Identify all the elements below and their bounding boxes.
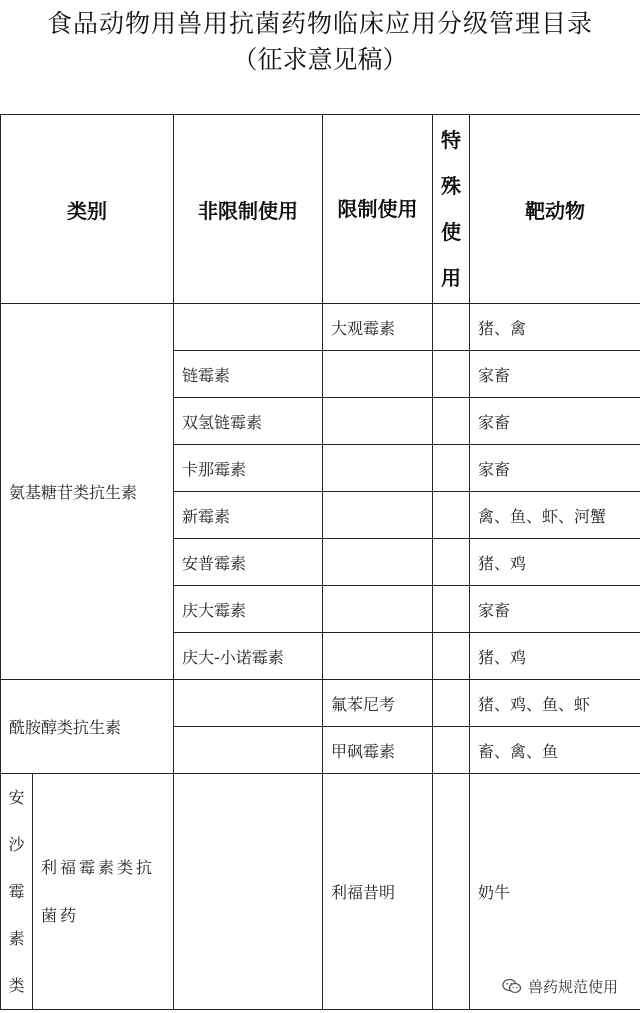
special-cell <box>433 680 470 727</box>
unrestricted-cell: 双氢链霉素 <box>174 398 323 445</box>
header-special-char: 用 <box>441 266 461 290</box>
special-cell <box>433 492 470 539</box>
target-cell: 家畜 <box>470 445 640 492</box>
header-target: 靶动物 <box>470 115 640 304</box>
restricted-cell: 利福昔明 <box>323 774 433 1010</box>
restricted-cell <box>323 492 433 539</box>
header-restricted-label: 限制使用 <box>337 197 418 221</box>
watermark <box>498 974 622 999</box>
unrestricted-cell: 链霉素 <box>174 351 323 398</box>
special-cell <box>433 304 470 351</box>
target-cell: 猪、鸡、鱼、虾 <box>470 680 640 727</box>
category-vertical-char: 素 <box>8 929 25 948</box>
target-cell: 猪、鸡 <box>470 539 640 586</box>
category-vertical-cell <box>1 774 33 1010</box>
header-special-char: 殊 <box>441 174 461 198</box>
target-cell: 奶牛 <box>470 774 640 1010</box>
category-vertical-char: 安 <box>8 788 25 807</box>
special-cell <box>433 398 470 445</box>
target-cell: 禽、鱼、虾、河蟹 <box>470 492 640 539</box>
target-cell: 畜、禽、鱼 <box>470 727 640 774</box>
target-cell: 家畜 <box>470 586 640 633</box>
special-cell <box>433 774 470 1010</box>
header-special <box>433 115 470 304</box>
restricted-cell: 大观霉素 <box>323 304 433 351</box>
restricted-cell <box>323 398 433 445</box>
category-vertical-char: 沙 <box>8 835 25 854</box>
category-vertical-char: 类 <box>8 976 25 995</box>
header-restricted <box>323 115 433 304</box>
special-cell <box>433 586 470 633</box>
subcategory-cell: 利福霉素类抗菌药 <box>33 774 174 1010</box>
target-cell: 猪、鸡 <box>470 633 640 680</box>
unrestricted-cell: 庆大-小诺霉素 <box>174 633 323 680</box>
unrestricted-cell <box>174 774 323 1010</box>
restricted-cell: 甲砜霉素 <box>323 727 433 774</box>
title-block <box>0 6 640 78</box>
target-cell: 家畜 <box>470 351 640 398</box>
unrestricted-cell: 庆大霉素 <box>174 586 323 633</box>
document-title: 食品动物用兽用抗菌药物临床应用分级管理目录 <box>46 9 593 38</box>
category-vertical-char: 霉 <box>8 882 25 901</box>
table-row <box>1 304 640 351</box>
special-cell <box>433 445 470 492</box>
special-cell <box>433 351 470 398</box>
antimicrobial-table <box>0 114 640 1010</box>
unrestricted-cell <box>174 304 323 351</box>
special-cell <box>433 727 470 774</box>
unrestricted-cell: 新霉素 <box>174 492 323 539</box>
wechat-icon <box>502 978 522 995</box>
special-cell <box>433 633 470 680</box>
header-unrestricted: 非限制使用 <box>174 115 323 304</box>
unrestricted-cell: 卡那霉素 <box>174 445 323 492</box>
watermark-text: 兽药规范使用 <box>527 978 618 996</box>
unrestricted-cell <box>174 680 323 727</box>
category-cell: 氨基糖苷类抗生素 <box>1 304 174 680</box>
restricted-cell <box>323 445 433 492</box>
restricted-cell: 氟苯尼考 <box>323 680 433 727</box>
table-row <box>1 680 640 727</box>
category-cell: 酰胺醇类抗生素 <box>1 680 174 774</box>
header-special-char: 使 <box>441 220 461 244</box>
special-cell <box>433 539 470 586</box>
target-cell: 猪、禽 <box>470 304 640 351</box>
restricted-cell <box>323 633 433 680</box>
header-special-char: 特 <box>441 128 461 152</box>
restricted-cell <box>323 539 433 586</box>
header-category: 类别 <box>1 115 174 304</box>
restricted-cell <box>323 351 433 398</box>
header-row <box>1 115 640 304</box>
target-cell: 家畜 <box>470 398 640 445</box>
restricted-cell <box>323 586 433 633</box>
unrestricted-cell: 安普霉素 <box>174 539 323 586</box>
unrestricted-cell <box>174 727 323 774</box>
document-subtitle: （征求意见稿） <box>232 45 408 74</box>
